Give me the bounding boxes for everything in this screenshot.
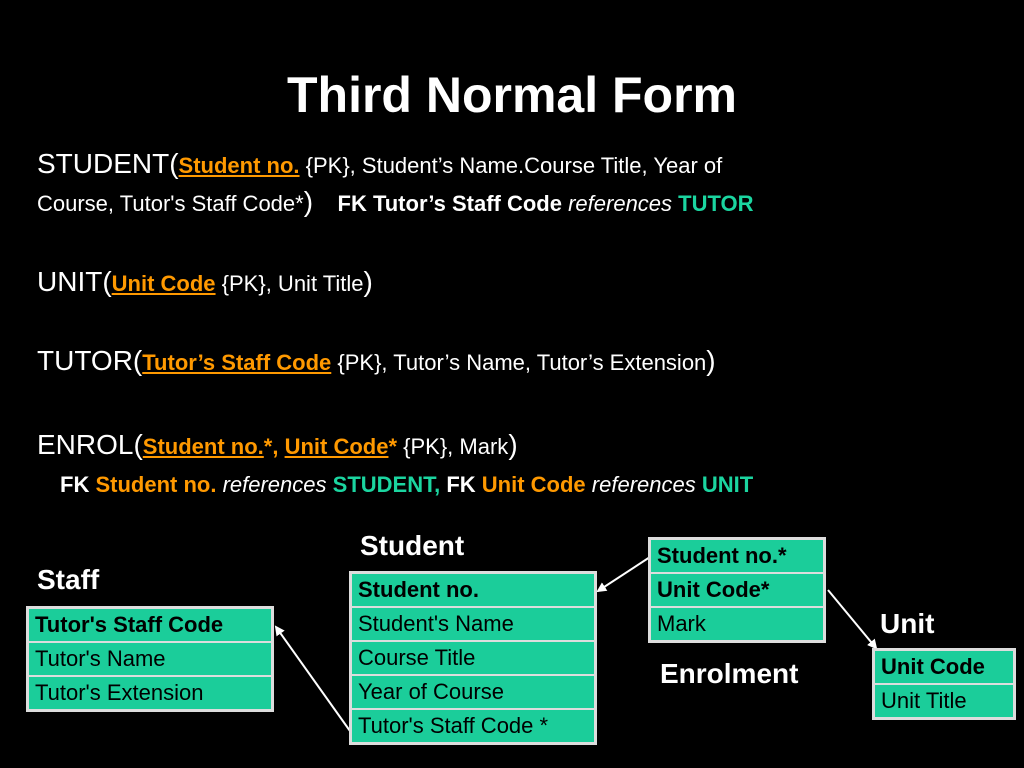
reference-target: TUTOR: [678, 191, 754, 216]
table-row: [650, 573, 825, 607]
relation-attributes: {PK}, Student’s Name.Course Title, Year of: [299, 153, 723, 178]
relation-name: TUTOR(: [37, 345, 143, 376]
student-label: Student: [360, 530, 465, 561]
arrow-student-to-staff: [276, 627, 350, 731]
relation-close: ): [363, 266, 373, 297]
table-cell: Tutor's Staff Code *: [351, 709, 596, 744]
references-word: references: [568, 191, 673, 216]
table-cell: Tutor's Name: [28, 642, 273, 676]
table-row: [351, 573, 596, 608]
table-cell: Unit Code*: [650, 573, 825, 607]
relation-attributes-cont: Course, Tutor's Staff Code*: [37, 191, 304, 216]
table-row: [650, 539, 825, 574]
relation-close: ): [303, 186, 314, 217]
enrolment-label: Enrolment: [660, 658, 799, 689]
relation-attributes: {PK}, Mark: [397, 434, 509, 459]
reference-target: STUDENT,: [332, 472, 441, 497]
enrolment-table: [648, 537, 826, 643]
table-row: [28, 608, 273, 643]
relation-close: ): [706, 345, 716, 376]
unit-table: [872, 648, 1016, 720]
relation-name: UNIT(: [37, 266, 112, 297]
primary-key-part-1: Student no.: [142, 434, 264, 459]
relation-attributes: {PK}, Unit Title: [215, 271, 364, 296]
table-row: [351, 607, 596, 641]
fk-label: FK: [60, 472, 90, 497]
table-cell: Student no.: [351, 573, 596, 608]
staff-table: [26, 606, 274, 712]
table-cell: Tutor's Staff Code: [28, 608, 273, 643]
table-row: [650, 607, 825, 642]
references-word: references: [591, 472, 696, 497]
relation-name: ENROL(: [37, 429, 143, 460]
references-word: references: [222, 472, 327, 497]
table-cell: Mark: [650, 607, 825, 642]
reference-target: UNIT: [701, 472, 754, 497]
student-table: [349, 571, 597, 745]
key-star: *: [388, 434, 398, 459]
primary-key: Student no.: [178, 153, 300, 178]
arrow-enrolment-to-unit: [828, 590, 876, 648]
table-cell: Unit Title: [874, 684, 1015, 719]
relation-name: STUDENT(: [37, 148, 179, 179]
table-cell: Course Title: [351, 641, 596, 675]
fk-label: FK: [446, 472, 476, 497]
arrow-enrolment-to-student: [598, 557, 650, 591]
staff-label: Staff: [37, 564, 100, 595]
table-cell: Tutor's Extension: [28, 676, 273, 711]
foreign-key: FK Tutor’s Staff Code: [337, 191, 562, 216]
table-row: [874, 650, 1015, 685]
table-row: [28, 676, 273, 711]
relation-attributes: {PK}, Tutor’s Name, Tutor’s Extension: [331, 350, 707, 375]
table-row: [351, 709, 596, 744]
relation-close: ): [508, 429, 518, 460]
table-cell: Student no.*: [650, 539, 825, 574]
fk-attribute: Student no.: [95, 472, 217, 497]
primary-key: Unit Code: [111, 271, 216, 296]
primary-key-part-2: Unit Code: [284, 434, 389, 459]
table-cell: Student's Name: [351, 607, 596, 641]
key-separator: *,: [263, 434, 285, 459]
fk-attribute: Unit Code: [481, 472, 586, 497]
table-cell: Unit Code: [874, 650, 1015, 685]
table-row: [351, 641, 596, 675]
table-row: [351, 675, 596, 709]
table-row: [28, 642, 273, 676]
table-row: [874, 684, 1015, 719]
page-title: Third Normal Form: [286, 67, 738, 123]
table-cell: Year of Course: [351, 675, 596, 709]
primary-key: Tutor’s Staff Code: [142, 350, 332, 375]
unit-label: Unit: [880, 608, 935, 639]
